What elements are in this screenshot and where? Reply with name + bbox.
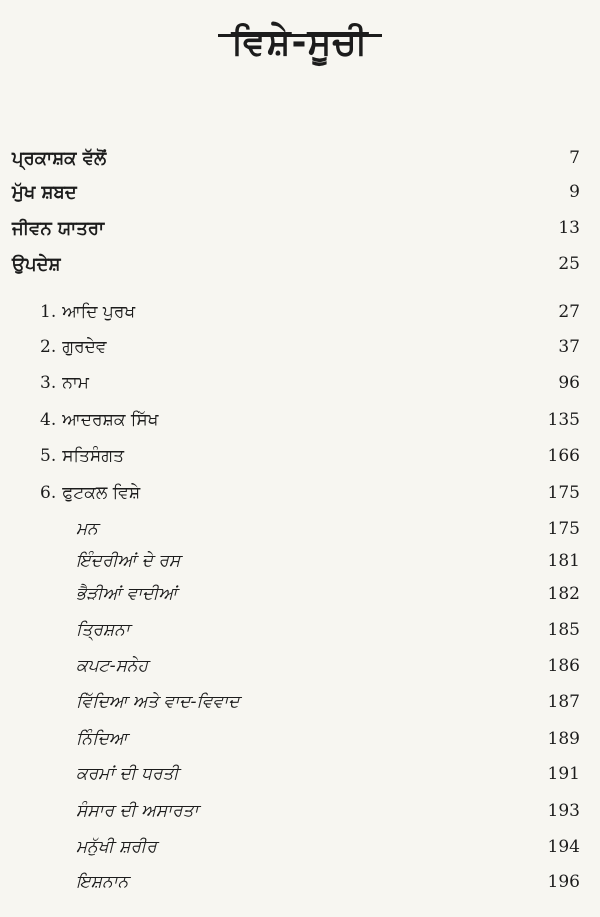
toc-entry-label <box>40 337 107 357</box>
toc-entry-number: 6. <box>40 483 57 503</box>
toc-entry-text: ਕਪਟ-ਸਨੇਹ <box>76 656 148 676</box>
toc-entry-text: ਇਸ਼ਨਾਨ <box>76 872 129 892</box>
toc-entry-page-number: 186 <box>547 656 580 676</box>
toc-entry-label <box>12 148 106 169</box>
toc-entry <box>0 373 600 401</box>
toc-entry-page-number: 27 <box>558 302 580 322</box>
toc-entry-page-number: 181 <box>547 551 580 571</box>
toc-entry-page-number: 189 <box>547 729 580 749</box>
toc-entry-page-number: 166 <box>547 446 580 466</box>
toc-entry-label <box>76 837 157 857</box>
toc-entry-page-number: 9 <box>569 182 580 202</box>
toc-entry <box>0 410 600 438</box>
toc-entry-label <box>40 446 124 466</box>
toc-entry <box>0 584 600 612</box>
toc-entry-page-number: 193 <box>547 801 580 821</box>
toc-entry-page-number: 175 <box>547 519 580 539</box>
toc-entry-label <box>40 302 135 322</box>
toc-entry-label <box>76 764 179 784</box>
toc-entry-page-number: 185 <box>547 620 580 640</box>
toc-entry-label <box>76 620 130 640</box>
toc-entry-text: ਵਿੱਦਿਆ ਅਤੇ ਵਾਦ-ਵਿਵਾਦ <box>76 692 240 712</box>
toc-entry-text: ਕਰਮਾਂ ਦੀ ਧਰਤੀ <box>76 764 179 784</box>
toc-entry-label <box>76 584 177 604</box>
toc-entry-text: ਪ੍ਰਕਾਸ਼ਕ ਵੱਲੋਂ <box>12 148 107 169</box>
toc-entry-page-number: 187 <box>547 692 580 712</box>
toc-entry <box>0 551 600 579</box>
toc-entry-label <box>40 373 89 393</box>
toc-entry <box>0 182 600 210</box>
toc-entry <box>0 337 600 365</box>
toc-entry-text: ਫੁਟਕਲ ਵਿਸ਼ੇ <box>62 483 141 503</box>
toc-entry-label <box>12 218 104 239</box>
toc-entry <box>0 483 600 511</box>
toc-entry <box>0 254 600 282</box>
toc-entry-label <box>76 692 239 712</box>
toc-entry <box>0 302 600 330</box>
toc-entry <box>0 837 600 865</box>
toc-entry-text: ਸੰਸਾਰ ਦੀ ਅਸਾਰਤਾ <box>76 801 199 821</box>
toc-entry-text: ਤ੍ਰਿਸ਼ਨਾ <box>76 620 130 640</box>
toc-entry-page-number: 194 <box>547 837 580 857</box>
toc-entry <box>0 519 600 547</box>
toc-entry-label <box>76 872 128 892</box>
toc-entry-label <box>76 551 180 571</box>
toc-entry-number: 5. <box>40 446 57 466</box>
toc-entry-label <box>76 801 198 821</box>
toc-entry-label <box>12 182 77 203</box>
toc-entry-text: ਨਿੰਦਿਆ <box>76 729 128 749</box>
toc-entry <box>0 620 600 648</box>
toc-entry-number: 3. <box>40 373 57 393</box>
toc-entry-text: ਜੀਵਨ ਯਾਤਰਾ <box>12 218 105 239</box>
toc-entry-number: 4. <box>40 410 57 430</box>
toc-entry-label <box>76 519 98 539</box>
toc-entry <box>0 446 600 474</box>
toc-entry-text: ਨਾਮ <box>62 373 89 393</box>
toc-entry-page-number: 182 <box>547 584 580 604</box>
toc-entry-text: ਮਨੁੱਖੀ ਸ਼ਰੀਰ <box>76 837 157 857</box>
toc-entry <box>0 692 600 720</box>
toc-entry-text: ਗੁਰਦੇਵ <box>62 337 107 357</box>
toc-entry-text: ਮੁੱਖ ਸ਼ਬਦ <box>12 182 77 203</box>
toc-entry <box>0 656 600 684</box>
toc-entry-text: ਮਨ <box>76 519 98 539</box>
toc-entry-page-number: 37 <box>558 337 580 357</box>
toc-entry-page-number: 135 <box>547 410 580 430</box>
page-title: ਵਿਸ਼ੇ-ਸੂਚੀ <box>231 22 369 63</box>
toc-entry-text: ਆਦਰਸ਼ਕ ਸਿੱਖ <box>62 410 159 430</box>
toc-entry-number: 2. <box>40 337 57 357</box>
toc-entry-text: ਆਦਿ ਪੁਰਖ <box>62 302 136 322</box>
toc-entry-page-number: 7 <box>569 148 580 168</box>
toc-entry-label <box>40 410 158 430</box>
toc-entry-page-number: 96 <box>558 373 580 393</box>
toc-entry-page-number: 196 <box>547 872 580 892</box>
toc-entry-text: ਇੰਦਰੀਆਂ ਦੇ ਰਸ <box>76 551 181 571</box>
toc-entry <box>0 148 600 176</box>
toc-entry-page-number: 191 <box>547 764 580 784</box>
toc-entry-page-number: 25 <box>558 254 580 274</box>
toc-entry-label <box>76 656 148 676</box>
toc-entry-number: 1. <box>40 302 57 322</box>
toc-entry <box>0 729 600 757</box>
toc-entry <box>0 218 600 246</box>
toc-entry-page-number: 13 <box>558 218 580 238</box>
toc-entry <box>0 801 600 829</box>
toc-entry-label <box>12 254 61 275</box>
toc-entry-text: ਸਤਿਸੰਗਤ <box>62 446 124 466</box>
toc-entry <box>0 764 600 792</box>
toc-entry-text: ਭੈੜੀਆਂ ਵਾਦੀਆਂ <box>76 584 178 604</box>
toc-entry-page-number: 175 <box>547 483 580 503</box>
toc-entry-label <box>40 483 140 503</box>
toc-entry-label <box>76 729 127 749</box>
toc-entry <box>0 872 600 900</box>
toc-entry-text: ਉਪਦੇਸ਼ <box>12 254 61 275</box>
